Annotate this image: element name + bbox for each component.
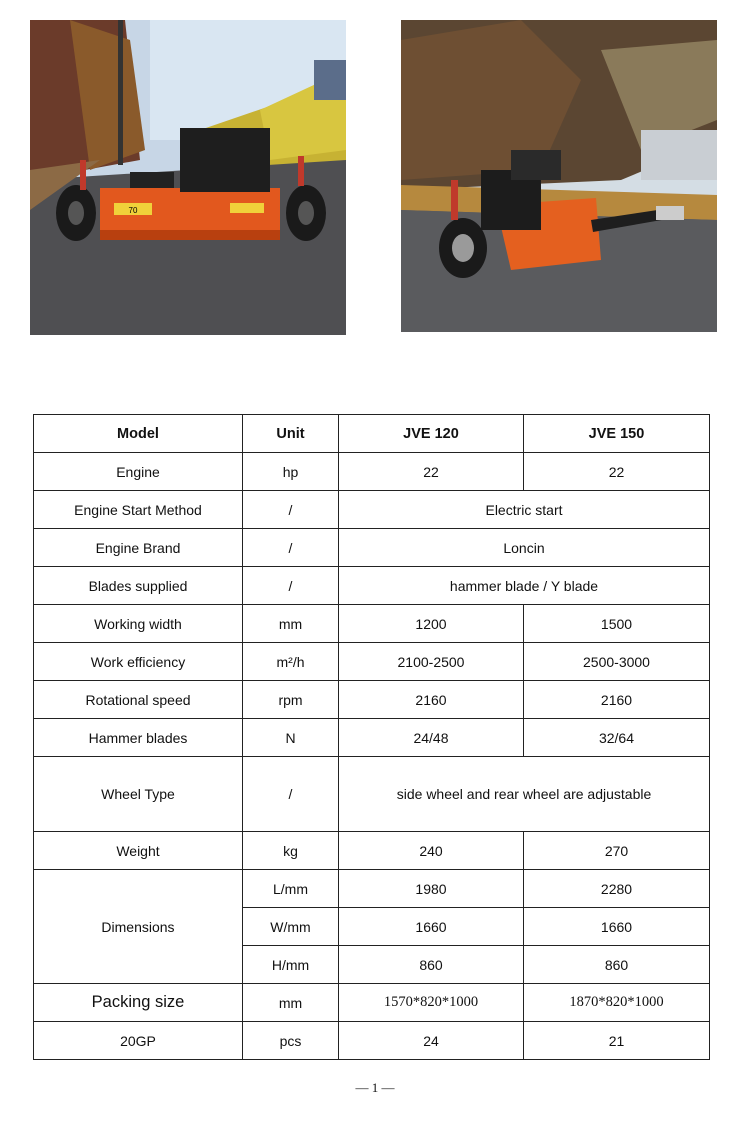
label-engine: Engine [34, 453, 243, 491]
row-engine-brand [34, 529, 710, 567]
value-weight-jve120: 240 [339, 832, 524, 870]
row-engine [34, 453, 710, 491]
label-engine-start: Engine Start Method [34, 491, 243, 529]
unit-dimension-width: W/mm [243, 908, 339, 946]
flail-mower-side-photo [401, 20, 717, 332]
unit-packing-size: mm [243, 984, 339, 1022]
label-weight: Weight [34, 832, 243, 870]
spec-table [33, 414, 710, 1060]
row-blades-supplied [34, 567, 710, 605]
unit-wheel-type: / [243, 757, 339, 832]
value-work-efficiency-jve120: 2100-2500 [339, 643, 524, 681]
value-packing-size-jve150: 1870*820*1000 [524, 984, 710, 1022]
header-model: Model [34, 415, 243, 453]
label-rotational-speed: Rotational speed [34, 681, 243, 719]
value-weight-jve150: 270 [524, 832, 710, 870]
flail-mower-front-photo [30, 20, 346, 335]
value-rotational-speed-jve150: 2160 [524, 681, 710, 719]
unit-weight: kg [243, 832, 339, 870]
value-length-jve150: 2280 [524, 870, 710, 908]
label-container-20gp: 20GP [34, 1022, 243, 1060]
value-engine-jve150: 22 [524, 453, 710, 491]
header-unit: Unit [243, 415, 339, 453]
value-container-jve120: 24 [339, 1022, 524, 1060]
label-hammer-blades: Hammer blades [34, 719, 243, 757]
row-dimension-length [34, 870, 710, 908]
unit-engine: hp [243, 453, 339, 491]
label-packing-size: Packing size [34, 984, 243, 1022]
value-blades-supplied: hammer blade / Y blade [339, 567, 710, 605]
row-hammer-blades [34, 719, 710, 757]
unit-dimension-height: H/mm [243, 946, 339, 984]
row-engine-start [34, 491, 710, 529]
mower-badge: 70 [128, 206, 138, 215]
row-working-width [34, 605, 710, 643]
value-width-jve120: 1660 [339, 908, 524, 946]
unit-working-width: mm [243, 605, 339, 643]
page-number: — 1 — [355, 1080, 395, 1095]
label-work-efficiency: Work efficiency [34, 643, 243, 681]
value-packing-size-jve120: 1570*820*1000 [339, 984, 524, 1022]
value-hammer-blades-jve120: 24/48 [339, 719, 524, 757]
header-model-jve120: JVE 120 [339, 415, 524, 453]
unit-engine-brand: / [243, 529, 339, 567]
unit-work-efficiency: m²/h [243, 643, 339, 681]
value-length-jve120: 1980 [339, 870, 524, 908]
value-engine-jve120: 22 [339, 453, 524, 491]
label-blades-supplied: Blades supplied [34, 567, 243, 605]
value-hammer-blades-jve150: 32/64 [524, 719, 710, 757]
value-engine-brand: Loncin [339, 529, 710, 567]
value-engine-start: Electric start [339, 491, 710, 529]
label-wheel-type: Wheel Type [34, 757, 243, 832]
value-container-jve150: 21 [524, 1022, 710, 1060]
row-packing-size [34, 984, 710, 1022]
row-work-efficiency [34, 643, 710, 681]
table-header-row [34, 415, 710, 453]
unit-engine-start: / [243, 491, 339, 529]
value-height-jve150: 860 [524, 946, 710, 984]
unit-blades-supplied: / [243, 567, 339, 605]
unit-hammer-blades: N [243, 719, 339, 757]
value-width-jve150: 1660 [524, 908, 710, 946]
row-weight [34, 832, 710, 870]
label-engine-brand: Engine Brand [34, 529, 243, 567]
value-work-efficiency-jve150: 2500-3000 [524, 643, 710, 681]
row-wheel-type [34, 757, 710, 832]
unit-rotational-speed: rpm [243, 681, 339, 719]
unit-dimension-length: L/mm [243, 870, 339, 908]
value-working-width-jve150: 1500 [524, 605, 710, 643]
row-container-20gp [34, 1022, 710, 1060]
header-model-jve150: JVE 150 [524, 415, 710, 453]
value-working-width-jve120: 1200 [339, 605, 524, 643]
value-rotational-speed-jve120: 2160 [339, 681, 524, 719]
label-working-width: Working width [34, 605, 243, 643]
unit-container-20gp: pcs [243, 1022, 339, 1060]
value-height-jve120: 860 [339, 946, 524, 984]
label-dimensions: Dimensions [34, 870, 243, 984]
value-wheel-type: side wheel and rear wheel are adjustable [339, 757, 710, 832]
row-rotational-speed [34, 681, 710, 719]
